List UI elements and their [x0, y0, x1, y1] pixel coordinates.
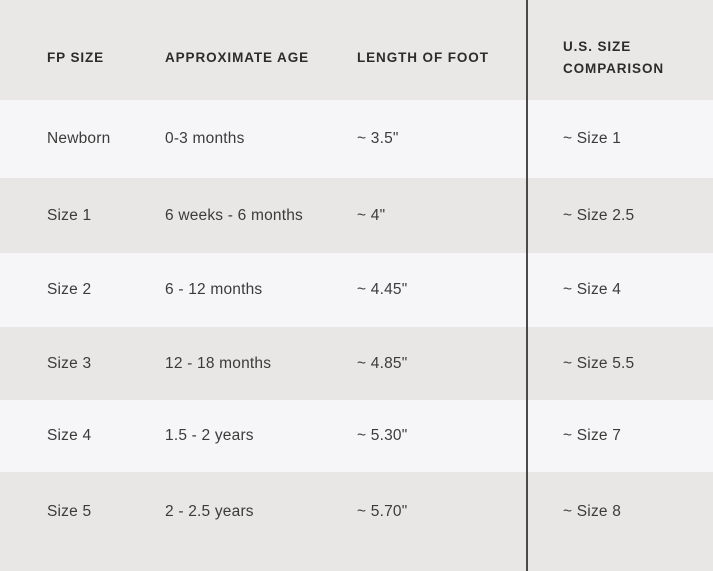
column-header-fp-size: FP SIZE — [47, 50, 105, 65]
cell-us-size: ~ Size 8 — [563, 502, 622, 520]
cell-fp-size: Size 5 — [47, 502, 92, 520]
table-row — [0, 472, 713, 571]
cell-fp-size: Size 1 — [47, 206, 92, 224]
cell-us-size: ~ Size 1 — [563, 130, 622, 147]
cell-age: 6 weeks - 6 months — [165, 206, 303, 224]
column-header-length-of-foot: LENGTH OF FOOT — [357, 50, 489, 65]
cell-age: 1.5 - 2 years — [165, 427, 254, 444]
table-row — [0, 327, 713, 400]
cell-foot-length: ~ 4.45" — [357, 281, 408, 298]
table-row — [0, 400, 713, 472]
cell-us-size: ~ Size 5.5 — [563, 354, 635, 372]
table-row — [0, 253, 713, 327]
column-header-us-size-comparison: U.S. SIZE COMPARISON — [563, 39, 665, 76]
cell-us-size: ~ Size 4 — [563, 281, 622, 298]
cell-fp-size: Size 2 — [47, 281, 92, 298]
cell-foot-length: ~ 4" — [357, 206, 386, 224]
cell-us-size: ~ Size 2.5 — [563, 206, 635, 224]
column-divider — [526, 0, 528, 571]
cell-foot-length: ~ 4.85" — [357, 354, 408, 372]
table-row — [0, 100, 713, 178]
cell-foot-length: ~ 5.30" — [357, 427, 408, 444]
cell-age: 6 - 12 months — [165, 281, 263, 298]
cell-fp-size: Size 4 — [47, 427, 92, 444]
cell-foot-length: ~ 5.70" — [357, 502, 408, 520]
cell-age: 12 - 18 months — [165, 354, 272, 372]
cell-foot-length: ~ 3.5" — [357, 130, 399, 147]
cell-age: 2 - 2.5 years — [165, 502, 254, 520]
cell-fp-size: Size 3 — [47, 354, 92, 372]
column-header-approximate-age: APPROXIMATE AGE — [165, 50, 310, 65]
cell-fp-size: Newborn — [47, 130, 111, 147]
cell-us-size: ~ Size 7 — [563, 427, 622, 444]
table-row — [0, 178, 713, 253]
table-header-row — [0, 0, 713, 100]
cell-age: 0-3 months — [165, 130, 245, 147]
